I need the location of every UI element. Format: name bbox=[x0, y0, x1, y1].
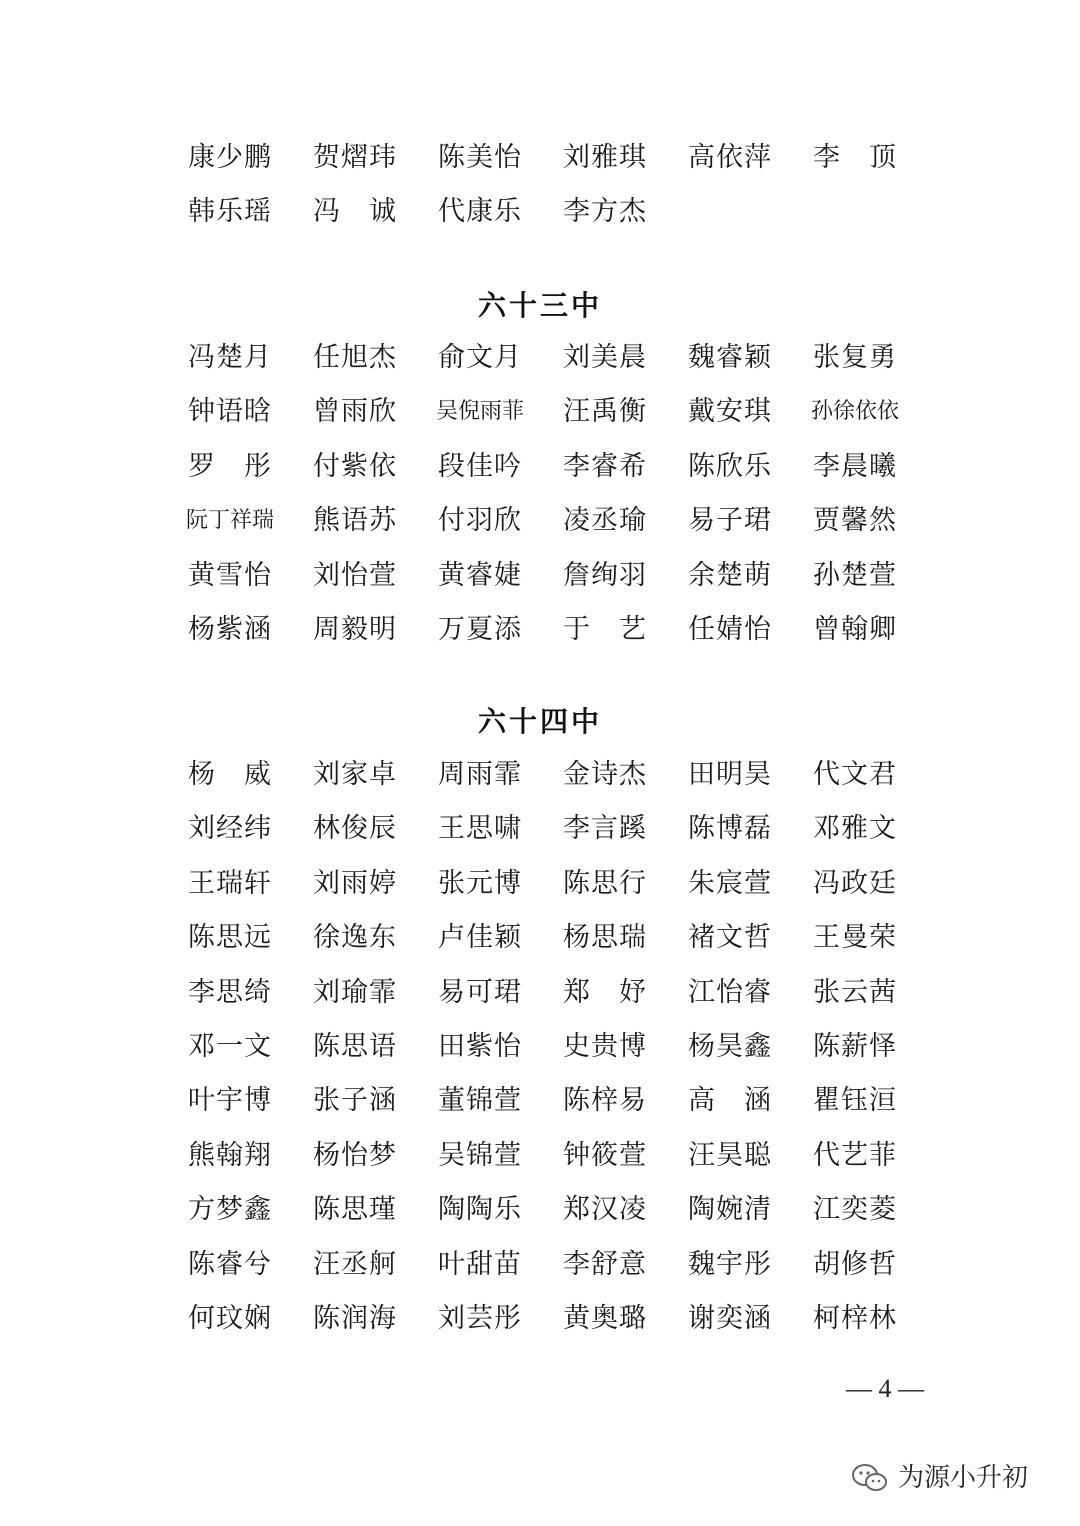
name-row bbox=[0, 809, 1080, 849]
student-name: 冯政廷 bbox=[813, 867, 897, 899]
name-row bbox=[0, 1027, 1080, 1067]
student-name: 付羽欣 bbox=[438, 505, 522, 537]
student-name: 高 涵 bbox=[688, 1085, 772, 1117]
student-name: 陈思语 bbox=[313, 1031, 397, 1062]
student-name: 汪丞舸 bbox=[313, 1248, 397, 1280]
student-name: 易可珺 bbox=[438, 976, 522, 1008]
student-name: 江奕菱 bbox=[813, 1194, 897, 1226]
name-row bbox=[0, 138, 1080, 178]
student-name: 田明昊 bbox=[688, 759, 772, 790]
student-name: 周毅明 bbox=[313, 614, 397, 645]
student-name: 陶婉清 bbox=[688, 1194, 772, 1226]
student-name: 方梦鑫 bbox=[188, 1194, 272, 1226]
student-name: 魏宇彤 bbox=[688, 1248, 772, 1280]
student-name: 李舒意 bbox=[563, 1248, 647, 1280]
student-name: 詹绚羽 bbox=[563, 559, 647, 591]
student-name: 董锦萱 bbox=[438, 1085, 522, 1117]
student-name: 刘芸彤 bbox=[438, 1303, 522, 1334]
student-name: 罗 彤 bbox=[188, 450, 272, 482]
student-name: 李睿希 bbox=[563, 450, 647, 482]
name-row bbox=[0, 338, 1080, 378]
student-name: 吴倪雨菲 bbox=[435, 399, 524, 425]
student-name: 郑汉凌 bbox=[563, 1194, 647, 1226]
name-row bbox=[0, 192, 1080, 232]
student-name: 阮丁祥瑞 bbox=[185, 508, 274, 534]
name-row bbox=[0, 1081, 1080, 1121]
student-name: 代文君 bbox=[813, 759, 897, 790]
student-name: 易子珺 bbox=[688, 505, 772, 537]
student-name: 陈思远 bbox=[188, 922, 272, 954]
student-name: 刘瑜霏 bbox=[313, 976, 397, 1008]
name-row bbox=[0, 447, 1080, 487]
student-name: 孙楚萱 bbox=[813, 559, 897, 591]
name-row bbox=[0, 392, 1080, 432]
student-name: 熊语苏 bbox=[313, 505, 397, 537]
student-name: 吴锦萱 bbox=[438, 1139, 522, 1171]
student-name: 陈欣乐 bbox=[688, 450, 772, 482]
student-name: 杨昊鑫 bbox=[688, 1031, 772, 1062]
student-name: 黄雪怡 bbox=[188, 559, 272, 591]
name-row bbox=[0, 1245, 1080, 1285]
student-name: 曾雨欣 bbox=[313, 396, 397, 428]
student-name: 代康乐 bbox=[438, 196, 522, 228]
student-name: 陈薪怿 bbox=[813, 1031, 897, 1062]
student-name: 陈梓易 bbox=[563, 1085, 647, 1117]
student-name: 王思啸 bbox=[438, 813, 522, 845]
wechat-icon bbox=[850, 1462, 890, 1494]
student-name: 汪昊聪 bbox=[688, 1139, 772, 1171]
student-name: 李 顶 bbox=[813, 142, 897, 173]
student-name: 卢佳颖 bbox=[438, 922, 522, 954]
section-heading: 六十四中 bbox=[477, 705, 602, 738]
student-name: 李思绮 bbox=[188, 976, 272, 1008]
student-name: 于 艺 bbox=[563, 614, 647, 645]
name-row bbox=[0, 1299, 1080, 1339]
student-name: 陈博磊 bbox=[688, 813, 772, 845]
watermark-text: 为源小升初 bbox=[898, 1463, 1029, 1493]
student-name: 曾翰卿 bbox=[813, 614, 897, 645]
student-name: 贺熠玮 bbox=[313, 142, 397, 173]
student-name: 冯楚月 bbox=[188, 342, 272, 373]
student-name: 王瑞轩 bbox=[188, 867, 272, 899]
section-heading: 六十三中 bbox=[477, 289, 602, 322]
student-name: 叶宇博 bbox=[188, 1085, 272, 1117]
student-name: 孙徐依依 bbox=[810, 399, 899, 425]
student-name: 陶陶乐 bbox=[438, 1194, 522, 1226]
student-name: 李晨曦 bbox=[813, 450, 897, 482]
student-name: 魏睿颖 bbox=[688, 342, 772, 373]
student-name: 俞文月 bbox=[438, 342, 522, 373]
student-name: 段佳吟 bbox=[438, 450, 522, 482]
student-name: 陈睿兮 bbox=[188, 1248, 272, 1280]
student-name: 戴安琪 bbox=[688, 396, 772, 428]
student-name: 陈美怡 bbox=[438, 142, 522, 173]
student-name: 陈润海 bbox=[313, 1303, 397, 1334]
name-row bbox=[0, 610, 1080, 650]
student-name: 杨思瑞 bbox=[563, 922, 647, 954]
name-row bbox=[0, 918, 1080, 958]
student-name: 周雨霏 bbox=[438, 759, 522, 790]
student-name: 李方杰 bbox=[563, 196, 647, 228]
student-name: 刘雨婷 bbox=[313, 867, 397, 899]
student-name: 陈思瑾 bbox=[313, 1194, 397, 1226]
name-row bbox=[0, 556, 1080, 596]
student-name: 杨 威 bbox=[188, 759, 272, 790]
student-name: 汪禹衡 bbox=[563, 396, 647, 428]
student-name: 叶甜苗 bbox=[438, 1248, 522, 1280]
student-name: 瞿钰洹 bbox=[813, 1085, 897, 1117]
student-name: 徐逸东 bbox=[313, 922, 397, 954]
name-row bbox=[0, 973, 1080, 1013]
student-name: 钟筱萱 bbox=[563, 1139, 647, 1171]
student-name: 王曼荣 bbox=[813, 922, 897, 954]
student-name: 杨紫涵 bbox=[188, 614, 272, 645]
student-name: 陈思行 bbox=[563, 867, 647, 899]
student-name: 黄奥璐 bbox=[563, 1303, 647, 1334]
name-row bbox=[0, 501, 1080, 541]
student-name: 张云茜 bbox=[813, 976, 897, 1008]
student-name: 钟语晗 bbox=[188, 396, 272, 428]
student-name: 熊翰翔 bbox=[188, 1139, 272, 1171]
student-name: 江怡睿 bbox=[688, 976, 772, 1008]
student-name: 邓一文 bbox=[188, 1031, 272, 1062]
student-name: 付紫依 bbox=[313, 450, 397, 482]
student-name: 田紫怡 bbox=[438, 1031, 522, 1062]
student-name: 林俊辰 bbox=[313, 813, 397, 845]
student-name: 朱宸萱 bbox=[688, 867, 772, 899]
student-name: 代艺菲 bbox=[813, 1139, 897, 1171]
student-name: 康少鹏 bbox=[188, 142, 272, 173]
student-name: 张子涵 bbox=[313, 1085, 397, 1117]
student-name: 谢奕涵 bbox=[688, 1303, 772, 1334]
student-name: 万夏添 bbox=[438, 614, 522, 645]
student-name: 任婧怡 bbox=[688, 614, 772, 645]
page-number: — 4 — bbox=[846, 1374, 924, 1403]
student-name: 刘家卓 bbox=[313, 759, 397, 790]
name-row bbox=[0, 864, 1080, 904]
student-name: 张复勇 bbox=[813, 342, 897, 373]
student-name: 高依萍 bbox=[688, 142, 772, 173]
student-name: 金诗杰 bbox=[563, 759, 647, 790]
student-name: 李言蹊 bbox=[563, 813, 647, 845]
student-name: 韩乐瑶 bbox=[188, 196, 272, 228]
watermark bbox=[850, 1458, 1028, 1498]
student-name: 贾馨然 bbox=[813, 505, 897, 537]
student-name: 褚文哲 bbox=[688, 922, 772, 954]
student-name: 刘雅琪 bbox=[563, 142, 647, 173]
name-row bbox=[0, 1136, 1080, 1176]
name-row bbox=[0, 1190, 1080, 1230]
student-name: 刘经纬 bbox=[188, 813, 272, 845]
student-name: 余楚萌 bbox=[688, 559, 772, 591]
student-name: 胡修哲 bbox=[813, 1248, 897, 1280]
student-name: 史贵博 bbox=[563, 1031, 647, 1062]
student-name: 凌丞瑜 bbox=[563, 505, 647, 537]
student-name: 何玟娴 bbox=[188, 1303, 272, 1334]
student-name: 冯 诚 bbox=[313, 196, 397, 228]
name-row bbox=[0, 755, 1080, 795]
student-name: 柯梓林 bbox=[813, 1303, 897, 1334]
student-name: 黄睿婕 bbox=[438, 559, 522, 591]
student-name: 杨怡梦 bbox=[313, 1139, 397, 1171]
student-name: 任旭杰 bbox=[313, 342, 397, 373]
student-name: 刘美晨 bbox=[563, 342, 647, 373]
student-name: 邓雅文 bbox=[813, 813, 897, 845]
student-name: 张元博 bbox=[438, 867, 522, 899]
student-name: 郑 妤 bbox=[563, 976, 647, 1008]
student-name: 刘怡萱 bbox=[313, 559, 397, 591]
